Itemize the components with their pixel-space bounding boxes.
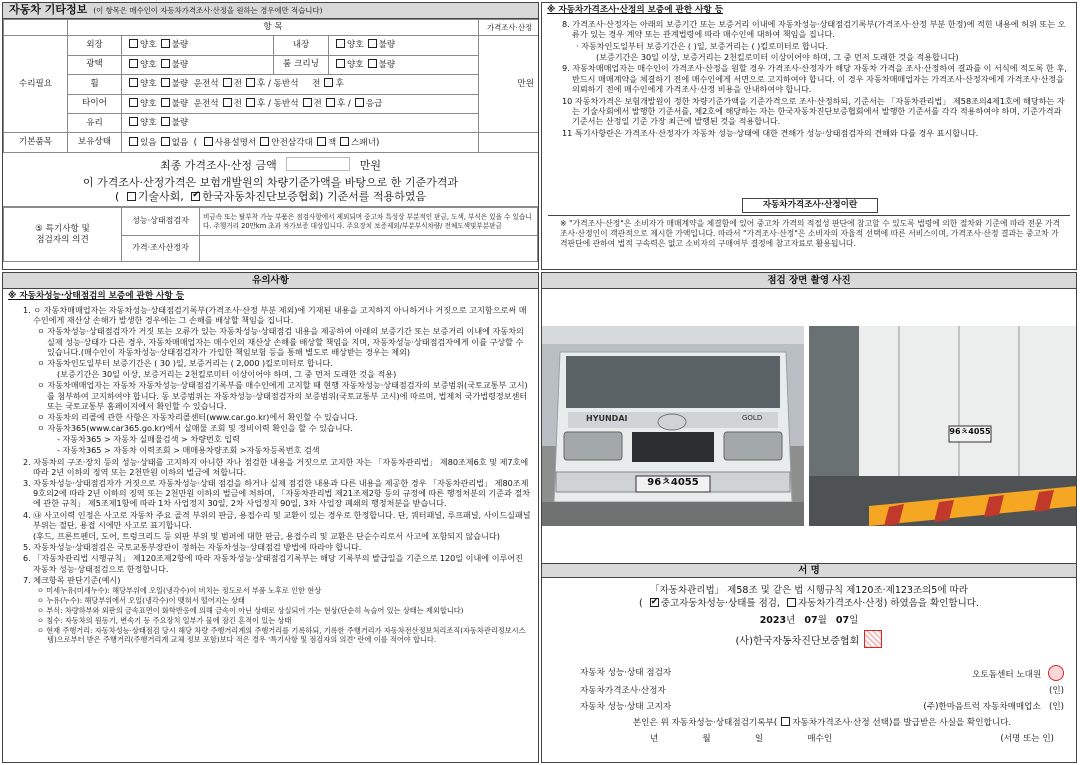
rear-photo — [809, 326, 1077, 526]
appraisal-note-8: 8. 가격조사·산정자는 아래의 보증기간 또는 보증거리 이내에 자동차성능·상태점검기록부(가격조사·산정 부분 한정)에 적힌 내용에 허위 또는 오류가 있는 경우 계약 또는 관계법령에 따라 매수인에 대하여 책임을 집니다. — [562, 19, 1066, 40]
photos-header: 점검 장면 촬영 사진 — [542, 273, 1076, 289]
wheel-driver-rear-checkbox[interactable] — [246, 78, 255, 87]
signature-date: 2023년 07월 07일 — [759, 614, 859, 626]
col-item-header: 항 목 — [68, 20, 479, 36]
note-1b: ㅇ 자동차성능·상태점검자가 거짓 또는 오류가 있는 자동차성능·상태점검 내용을 제공하여 아래의 보증기간 또는 보증거리 이내에 자동차의 실제 성능·상태가 다른 경우, 자동차매매업자는 매수인의 재산상 손해를 배상할 책임을 지며, 자동차성능·상태점검자에게 이를 구상할 수 있습니다.(매수인이 자동차성능·상태점검자가 가입한 책임보험 등을 통해 별도로 배상받는 경우는 제외) — [37, 326, 524, 357]
note-1f-step2: - 자동차365 > 자동차 이력조회 > 매매용차량조회 >자동차등록번호 검색 — [57, 445, 320, 456]
note-1c-detail: (보증기간은 30일 이상, 보증거리는 2천킬로미터 이상이어야 하며, 그 중 먼저 도래한 것을 적용) — [57, 369, 397, 380]
appraisal-note-8b: (보증기간은 30일 이상, 보증거리는 2천킬로미터 이상이어야 하며, 그 중 먼저 도래한 것을 적용합니다) — [596, 52, 959, 63]
glass-bad-checkbox[interactable] — [161, 117, 170, 126]
tire-driver-front-checkbox[interactable] — [223, 98, 232, 107]
truck-front-image — [542, 326, 804, 526]
rear-plate: 96ㅊ4055 — [949, 427, 991, 436]
appraisal-note-11: 11 특기사항란은 가격조사·산정자가 자동차 성능·상태에 대한 견해가 성능·상태점검자의 견해와 다를 경우 표시합니다. — [562, 127, 979, 138]
final-price-unit: 만원 — [359, 159, 381, 172]
row-basic-state-label: 보유상태 — [68, 133, 122, 153]
note-4b: (후드, 프론트펜더, 도어, 트렁크리드 등 외판 부위 및 범퍼에 대한 판금, 용접수리 및 교환은 단순수리로서 사고에 포함되지 않습니다) — [33, 530, 500, 541]
gloss-options: 양호 불량 — [122, 55, 274, 74]
front-plate: 96ㅊ4055 — [647, 477, 699, 488]
precautions-header: 유의사항 — [3, 273, 538, 289]
notifier-row: 자동차 성능·상태 고지자 (주)한마음트럭 자동차매매업소 (인) — [580, 699, 1064, 715]
wheel-options: 양호 불량 운전석 전 후 / 동반석 전 후 — [122, 75, 479, 94]
basis-kadga-checkbox[interactable] — [191, 192, 200, 201]
exterior-good-checkbox[interactable] — [129, 39, 138, 48]
note-1f: ㅇ 자동차365(www.car365.go.kr)에서 실매물 조회 및 정비이력 확인을 할 수 있습니다. — [37, 423, 353, 434]
interior-bad-checkbox[interactable] — [368, 39, 377, 48]
note-1e: ㅇ 자동차의 리콜에 관한 사항은 자동차리콜센터(www.car.go.kr)에서 확인할 수 있습니다. — [37, 411, 358, 422]
room-bad-checkbox[interactable] — [368, 59, 377, 68]
association-seal — [864, 630, 882, 648]
col-price-header: 가격조사·산정 — [479, 20, 539, 36]
notifier-value: (주)한마음트럭 자동차매매업소 (인) — [923, 702, 1064, 712]
tire-passenger-front-checkbox[interactable] — [303, 98, 312, 107]
buyer-row: 년 월 일 매수인 (서명 또는 인) — [650, 734, 1054, 744]
interior-options: 양호 불량 — [329, 36, 479, 55]
brand-text: HYUNDAI — [586, 414, 628, 423]
association-line: (사)한국자동차진단보증협회 — [542, 630, 1076, 649]
signature-body — [542, 585, 1076, 649]
basis-line2: ( 기술사회, ✔ 한국자동차진단보증협회) 기준서를 적용하였음 — [3, 190, 538, 204]
inspector-name: 오토돔센터 노대원 — [972, 665, 1064, 683]
special-notes-label: ⑤ 특기사항 및 점검자의 의견 — [4, 208, 122, 262]
final-price-label: 최종 가격조사·산정 금액 — [159, 159, 277, 172]
tire-passenger-rear-checkbox[interactable] — [326, 98, 335, 107]
basic-have-checkbox[interactable] — [129, 137, 138, 146]
gloss-bad-checkbox[interactable] — [161, 59, 170, 68]
criteria-1: ㅇ 미세누유(미세누수): 해당부위에 오일(냉각수)이 비치는 정도로서 부품 노후로 인한 현상 — [37, 585, 322, 595]
inspector-opinion-label: 성능·상태점검자 — [122, 208, 200, 236]
tire-emergency-checkbox[interactable] — [355, 98, 364, 107]
wheel-good-checkbox[interactable] — [129, 78, 138, 87]
confirm-line: ( ✔중고자동차성능·상태를 점검, 자동차가격조사·산정) 하였음을 확인합니다. — [542, 598, 1076, 611]
tire-good-checkbox[interactable] — [129, 98, 138, 107]
appraisal-section-title: ※ 자동차가격조사·산정의 보증에 관한 사항 등 — [547, 5, 724, 15]
appraisal-checkbox[interactable] — [787, 598, 796, 607]
group-basic-label: 기본품목 — [4, 133, 68, 153]
inspector-opinion-text: 비금속 또는 탈부착 가능 부품은 점검사항에서 제외되며 중고차 특성상 부분적인 판금, 도색, 부식은 있을 수 있습니다. 주행거리 20만km 초과 차가보증 대상입니다. 주요장치 보증제외/부분부식차량/ 전체도색및부분판금 — [200, 208, 538, 236]
note-3: 3. 자동차성능·상태점검자가 거짓으로 자동차성능·상태 점검을 하거나 실제 점검한 내용과 다른 내용을 제공한 경우 「자동차관리법」 제80조제9호의2에 따라 2년 이하의 징역 또는 2천만원 이하의 벌금에 처하며, 「자동차관리법 제21조제2항 등의 규정에 따른 행정처분의 기준과 절차에 관한 규칙」 제5조제1항에 따라 1차 사업정지 30일, 2차 사업정지 90일, 3차 사업장 폐쇄의 행정처분을 받습니다. — [23, 478, 531, 509]
note-1c: ㅇ 자동차인도일부터 보증기간은 ( 30 )일, 보증거리는 ( 2,000 )킬로미터로 합니다. — [37, 357, 333, 368]
front-photo — [542, 326, 804, 526]
appraiser-opinion-field[interactable] — [200, 236, 538, 262]
row-interior-label: 내장 — [274, 36, 329, 55]
group-repair-label: 수리필요 — [4, 36, 68, 133]
vehicle-other-info-section — [2, 2, 539, 270]
model-text: GOLD — [742, 414, 763, 422]
appraisal-definition-text: ※ "가격조사·산정"은 소비자가 매매계약을 체결함에 있어 중고차 가격의 적절성 판단에 참고할 수 있도록 법령에 의한 절차와 기준에 따라 전문 가격조사·산정인이 객관적으로 제시한 가액입니다. 따라서 "가격조사·산정"은 소비자의 자율적 선택에 따른 서비스이며, 가격조사·산정 결과는 중고차 가격판단에 관하여 법적 구속력은 없고 소비자의 구매여부 결정에 참고자료로 활용됩니다. — [548, 215, 1070, 249]
room-clean-options: 양호 불량 — [329, 55, 479, 74]
final-price-block — [3, 157, 538, 207]
basic-options: 있음 없음 ( 사용설명서 안전삼각대 잭 스패너) — [122, 133, 479, 153]
special-notes-table — [3, 207, 538, 262]
section-title-bar — [3, 3, 538, 19]
note-1f-step1: - 자동차365 > 자동차 실매물검색 > 차량번호 입력 — [57, 434, 240, 445]
signers-list — [580, 665, 1064, 747]
row-exterior-label: 외장 — [68, 36, 122, 55]
final-price-input[interactable] — [286, 157, 350, 171]
row-room-clean-label: 룸 크리닝 — [274, 55, 329, 74]
vehicle-info-table — [3, 19, 539, 153]
appraisal-note-8a: · 자동차인도일부터 보증기간은 ( )일, 보증거리는 ( )킬로미터로 합니다. — [576, 40, 829, 51]
appraisal-definition-title: 자동차가격조사·산정이란 — [742, 198, 878, 213]
inspector-seal — [1048, 665, 1064, 681]
wheel-driver-front-checkbox[interactable] — [223, 78, 232, 87]
triangle-checkbox[interactable] — [260, 137, 269, 146]
receipt-appraisal-checkbox[interactable] — [781, 717, 790, 726]
gloss-good-checkbox[interactable] — [129, 59, 138, 68]
price-unit: 만원 — [479, 36, 539, 133]
truck-rear-image — [809, 326, 1077, 526]
photos-and-signature-section — [541, 272, 1077, 763]
appraisal-warranty-section — [541, 2, 1077, 270]
basis-tech-checkbox[interactable] — [127, 192, 136, 201]
note-2: 2. 자동차의 구조·장치 등의 성능·상태를 고지하지 아니한 자나 점검한 내용을 거짓으로 고지한 자는 「자동차관리법」 제80조제6호 및 제7호에 따라 2년 이하의 징역 또는 2천만원 이하의 벌금에 처합니다. — [23, 456, 529, 477]
criteria-5: ㅇ 현재 주행거리: 자동차성능·상태점검 당시 해당 차량 주행거리계의 주행거리를 기록하되, 기록한 주행거리가 자동차전산정보처리조직(자동차관리정보시스템)으로부터 받은 주행거리(주행거리계 교체 정보 포함)보다 적은 경우 '특기사항 및 점검자의 의견' 란에 이를 적어야 합니다. — [37, 625, 526, 644]
appraisal-note-10: 10 자동차가격은 보험개발원이 정한 차량기준가액을 기준가격으로 조사·산정하되, 기준서는 「자동차관리법」 제58조의4제1호에 해당하는 자는 기술사회에서 발행한 기준서를, 제2호에 해당하는 자는 한국자동차진단보증협회에서 발행한 기준서를 각각 적용하여야 하며, 기준가격과 기준서는 산정일 기준 가장 최근에 발행된 것을 적용합니다. — [562, 95, 1065, 127]
wheel-bad-checkbox[interactable] — [161, 78, 170, 87]
precautions-section-title: ※ 자동차성능·상태점검의 보증에 관한 사항 등 — [8, 291, 185, 301]
appraisal-note-9: 9. 자동차매매업자는 매수인이 가격조사·산정을 원할 경우 가격조사·산정자가 해당 자동차 가격을 조사·산정하여 결과를 이 서식에 적도록 한 후, 반드시 매매계약을 체결하기 전에 매수인에게 서면으로 고지하여야 합니다. 이 경우 자동차매매업자는 가격조사·산정자에게 가격조사·산정을 의뢰하기 전에 매수인에게 가격조사·산정 비용을 안내하여야 합니다. — [562, 63, 1067, 95]
row-glass-label: 유리 — [68, 113, 122, 132]
row-gloss-label: 광택 — [68, 55, 122, 74]
room-good-checkbox[interactable] — [336, 59, 345, 68]
criteria-2: ㅇ 누유(누수): 해당부위에서 오일(냉각수)이 맺혀서 떨어지는 상태 — [37, 595, 245, 605]
note-5: 5. 자동차성능·상태점검은 국토교통부장관이 정하는 자동차성능·상태점검 방법에 따라야 합니다. — [23, 542, 362, 553]
criteria-3: ㅇ 부식: 차량하부와 외판의 금속표면이 화학반응에 의해 금속이 아닌 상태로 상실되어 가는 현상(단순히 녹슬어 있는 상태는 제외합니다) — [37, 605, 464, 615]
row-wheel-label: 휠 — [68, 75, 122, 94]
inspector-row: 자동차 성능·상태 점검자 오토돔센터 노대원 — [580, 665, 1064, 683]
note-1d: ㅇ 자동차매매업자는 자동차 자동차성능·상태점검기록부를 매수인에게 고지할 때 현행 자동차성능·상태점검자의 보증범위(국토교통부 고시)를 첨부하여 고지하여야 합니다. 동 보증범위는 자동차성능·상태점검자의 보증범위(국토교통부 고시)에 따르며, 법제처 국가법령정보센터 또는 국토교통부 홈페이지에서 확인할 수 있습니다. — [37, 380, 528, 411]
interior-good-checkbox[interactable] — [336, 39, 345, 48]
glass-good-checkbox[interactable] — [129, 117, 138, 126]
manual-checkbox[interactable] — [204, 137, 213, 146]
appraisal-notes — [542, 18, 1076, 138]
exterior-bad-checkbox[interactable] — [161, 39, 170, 48]
law-line: 「자동차관리법」 제58조 및 같은 법 시행규칙 제120조·제123조의5에 따라 — [650, 585, 968, 596]
precautions-section — [2, 272, 539, 763]
spanner-checkbox[interactable] — [340, 137, 349, 146]
precautions-notes — [3, 304, 538, 644]
note-1: 1. ㅇ 자동차매매업자는 자동차성능·상태점검기록부(가격조사·산정 부분 제외)에 기재된 내용을 고지하지 아니하거나 거짓으로 고지함으로써 매수인에게 재산상 손해가 발생한 경우에는 그 손해를 배상할 책임을 집니다. — [23, 305, 527, 326]
basis-line1: 이 가격조사·산정가격은 보험개발원의 차량기준가액을 바탕으로 한 기준가격과 — [82, 176, 459, 190]
section-title: 자동차 기타정보 — [9, 3, 88, 17]
jack-checkbox[interactable] — [317, 137, 326, 146]
appraiser-opinion-label: 가격·조사산정자 — [122, 236, 200, 262]
criteria-4: ㅇ 침수: 자동차의 원동기, 변속기 등 주요장치 일부가 물에 잠긴 흔적이 있는 상태 — [37, 615, 292, 625]
note-7: 7. 체크항목 판단기준(예시) — [23, 574, 121, 585]
note-4: 4. ㉯ 사고이력 인정은 사고로 자동차 주요 골격 부위의 판금, 용접수리 및 교환이 있는 경우로 한정합니다. 단, 쿼터패널, 루프패널, 사이드실패널 부위는 절단, 용접 시에만 사고로 표기합니다. — [23, 509, 531, 530]
basic-none-checkbox[interactable] — [161, 137, 170, 146]
glass-options: 양호 불량 — [122, 113, 479, 132]
tire-driver-rear-checkbox[interactable] — [246, 98, 255, 107]
note-6: 6. 「자동차관리법 시행규칙」 제120조제2항에 따라 자동차성능·상태점검기록부는 해당 기록부의 발급일을 기준으로 120일 이내에 이루어진 자동차 성능·상태점검으로 한정합니다. — [23, 553, 523, 574]
signature-header: 서 명 — [542, 563, 1076, 578]
receipt-line: 본인은 위 자동차성능·상태점검기록부( 자동차가격조사·산정 선택)를 발급받은 사실을 확인합니다. — [632, 718, 1012, 728]
row-tire-label: 타이어 — [68, 94, 122, 113]
wheel-passenger-rear-checkbox[interactable] — [324, 78, 333, 87]
appraiser-row: 자동차가격조사·산정자 (인) — [580, 686, 1064, 696]
exterior-options: 양호 불량 — [122, 36, 274, 55]
tire-bad-checkbox[interactable] — [161, 98, 170, 107]
section-title-note: (이 항목은 매수인이 자동차가격조사·산정을 원하는 경우에만 적습니다) — [93, 5, 323, 15]
used-car-inspection-checkbox[interactable] — [650, 598, 659, 607]
tire-options: 양호 불량 운전석 전 후 / 동반석 전 후 / 응급 — [122, 94, 479, 113]
